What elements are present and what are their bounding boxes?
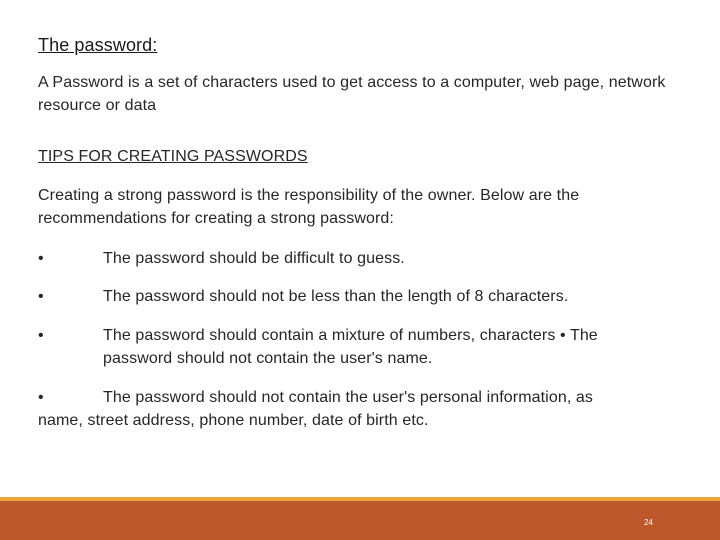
- bullet-first-line: [38, 386, 678, 409]
- tips-heading: TIPS FOR CREATING PASSWORDS: [38, 148, 308, 165]
- bullet-item-wrapped: [38, 386, 678, 432]
- bullet-marker: •: [38, 288, 44, 305]
- bullet-text: The password should contain a mixture of numbers, characters • The password should not contain the user's name.: [103, 327, 598, 367]
- slide-content: [38, 32, 678, 432]
- bullet-text: The password should be difficult to guess.: [103, 250, 405, 267]
- slide-title: The password:: [38, 35, 158, 55]
- bullet-item: [38, 285, 678, 308]
- bullet-continuation-text: name, street address, phone number, date of birth etc.: [38, 412, 429, 429]
- bullet-marker: •: [38, 389, 44, 406]
- definition-text: A Password is a set of characters used to get access to a computer, web page, network resource or data: [38, 74, 666, 114]
- footer-bar: [0, 501, 720, 540]
- bullet-marker: •: [38, 250, 44, 267]
- bullet-item: [38, 324, 678, 370]
- bullet-item: [38, 247, 678, 270]
- bullet-marker: •: [38, 327, 44, 344]
- bullet-text: The password should not contain the user's personal information, as: [103, 389, 594, 406]
- bullet-text: The password should not be less than the length of 8 characters.: [103, 288, 569, 305]
- intro-text: Creating a strong password is the responsibility of the owner. Below are the recommendations for creating a strong password:: [38, 187, 580, 227]
- page-number: 24: [644, 518, 653, 527]
